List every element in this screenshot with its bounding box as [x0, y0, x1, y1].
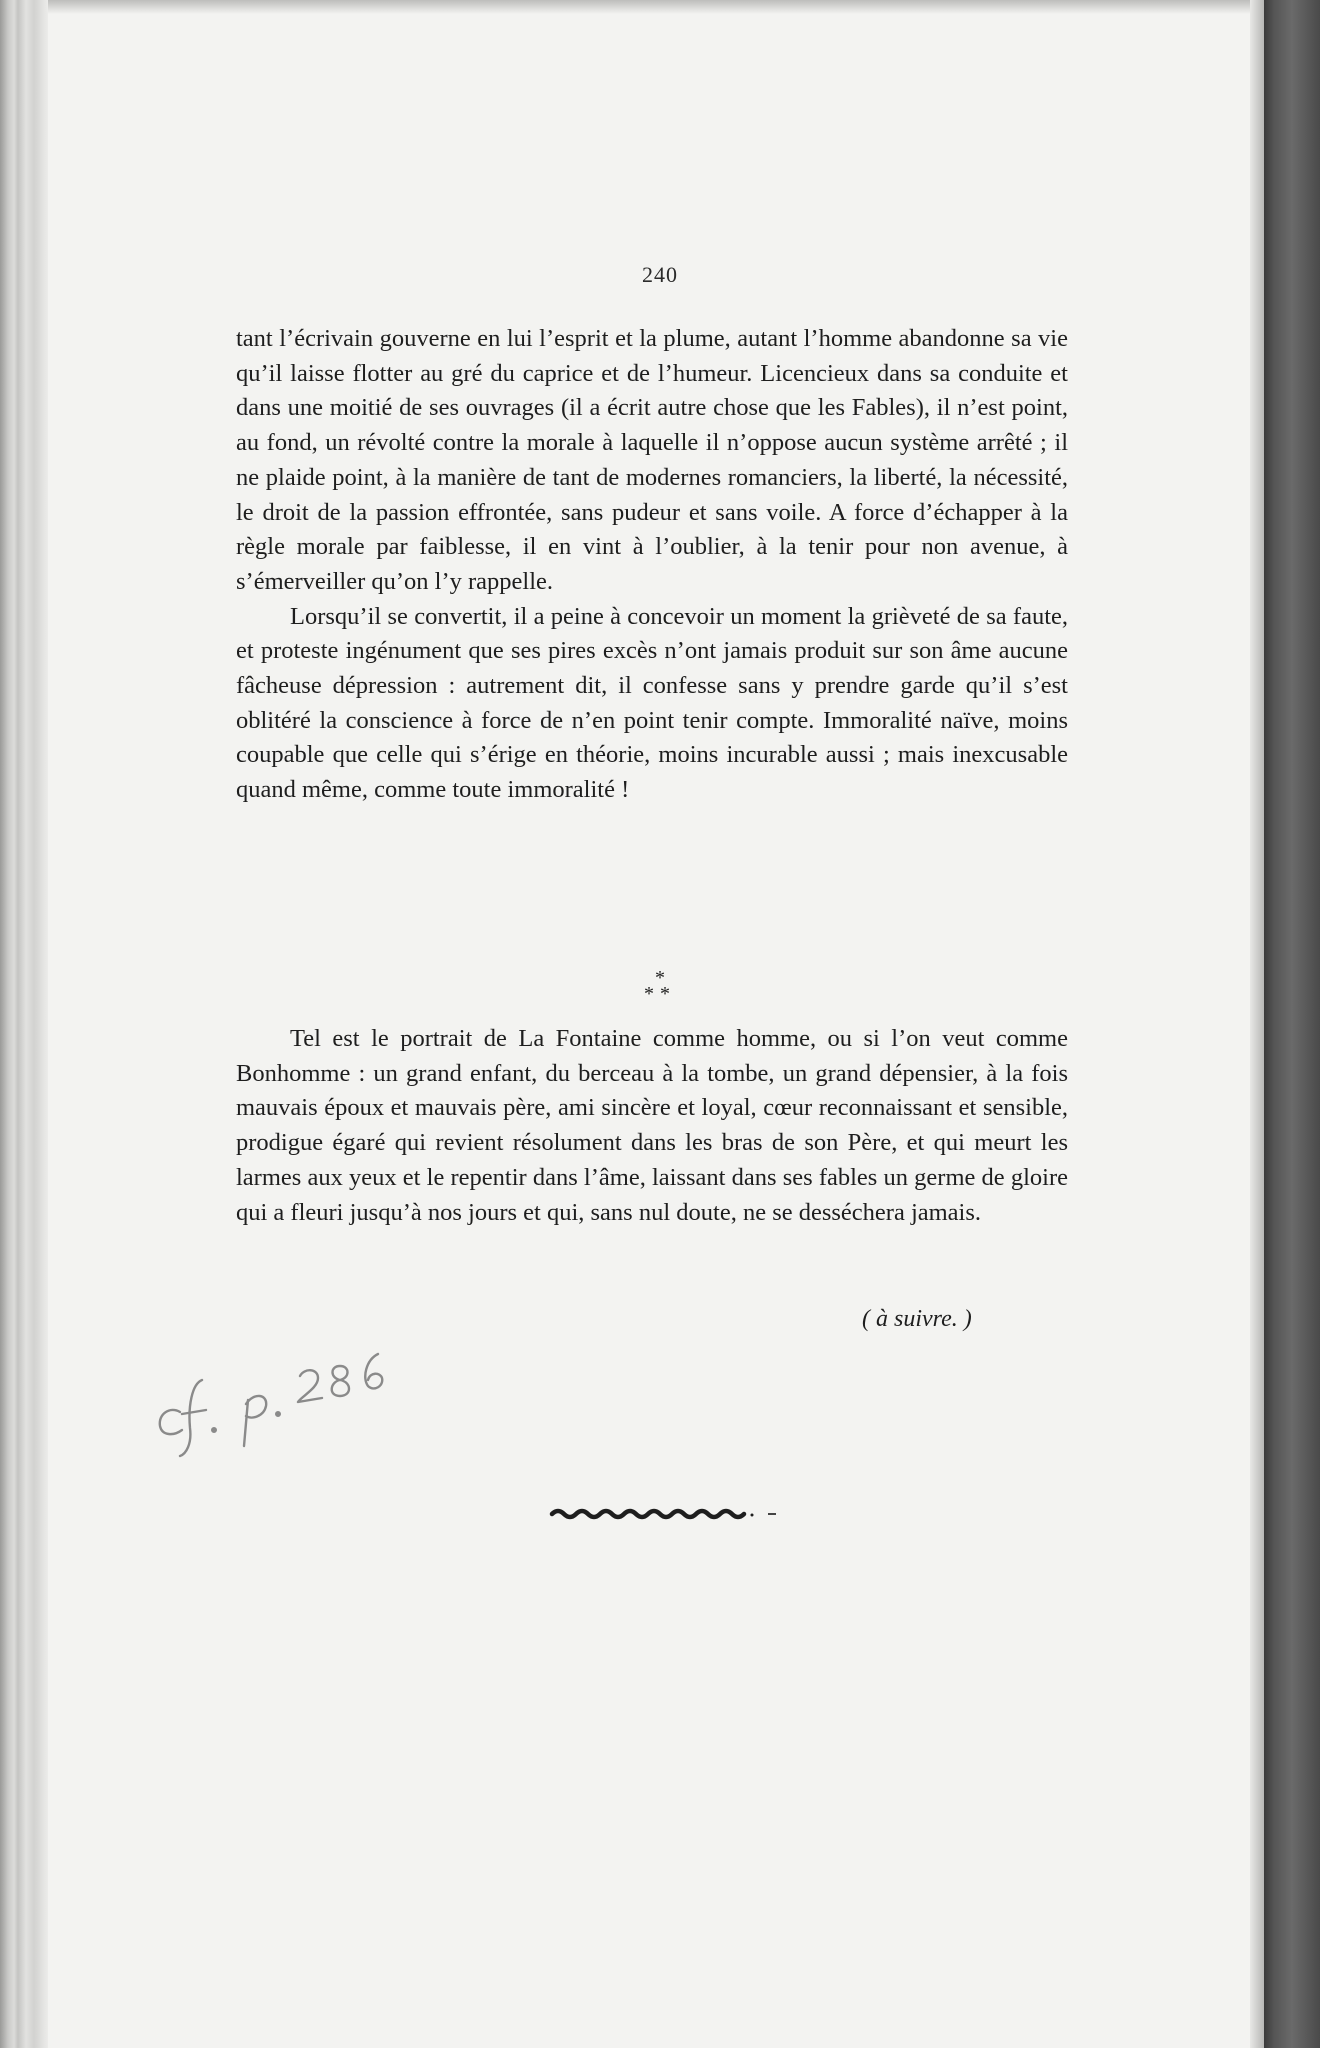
asterism-top: * [655, 967, 665, 989]
paragraph-2: Lorsqu’il se convertit, il a peine à concevoir un moment la grièveté de sa faute, et proteste ingénument que ses pires excès n’ont jamais produit sur son âme aucune fâcheuse dépression : autrement dit, il confesse sans y prendre garde qu’il s’est oblitéré la conscience à force de n’en point tenir compte. Immoralité naïve, moins coupable que celle qui s’érige en théorie, moins incurable aussi ; mais inexcusable quand même, comme toute immoralité ! [236, 602, 1068, 804]
to-follow-note: ( à suivre. ) [862, 1306, 972, 1332]
asterism-bottom: ** [644, 983, 676, 1005]
page-right-edge [1264, 0, 1320, 2048]
tailpiece-ornament [548, 1506, 788, 1520]
binding-edge [0, 0, 48, 2048]
handwritten-annotation [140, 1330, 440, 1460]
text-block-lower [236, 1022, 1068, 1230]
text-block-upper [236, 322, 1068, 808]
paragraph-3: Tel est le portrait de La Fontaine comme homme, ou si l’on veut comme Bonhomme : un grand enfant, du berceau à la tombe, un grand dépensier, à la fois mauvais époux et mauvais père, ami sincère et loyal, cœur reconnaissant et sensible, prodigue égaré qui revient résolument dans les bras de son Père, et qui meurt les larmes aux yeux et le repentir dans l’âme, laissant dans ses fables un germe de gloire qui a fleuri jusqu’à nos jours et qui, sans nul doute, ne se desséchera jamais. [236, 1025, 1068, 1226]
page-number: 240 [642, 262, 678, 287]
paragraph-1: tant l’écrivain gouverne en lui l’esprit et la plume, autant l’homme abandonne sa vie qu’il laisse flotter au gré du caprice et de l’humeur. Licencieux dans sa conduite et dans une moitié de ses ouvrages (il a écrit autre chose que les Fables), il n’est point, au fond, un révolté contre la morale à laquelle il n’oppose aucun système arrêté ; il ne plaide point, à la manière de tant de modernes romanciers, la liberté, la nécessité, le droit de la passion effrontée, sans pudeur et sans voile. A force d’échapper à la règle morale par faiblesse, il en vint à l’oublier, à la tenir pour non avenue, à s’émerveiller qu’on l’y rappelle. [236, 325, 1068, 595]
page-top-edge [0, 0, 1320, 14]
asterism-divider [0, 967, 1320, 1005]
page-right-shadow [1250, 0, 1264, 2048]
